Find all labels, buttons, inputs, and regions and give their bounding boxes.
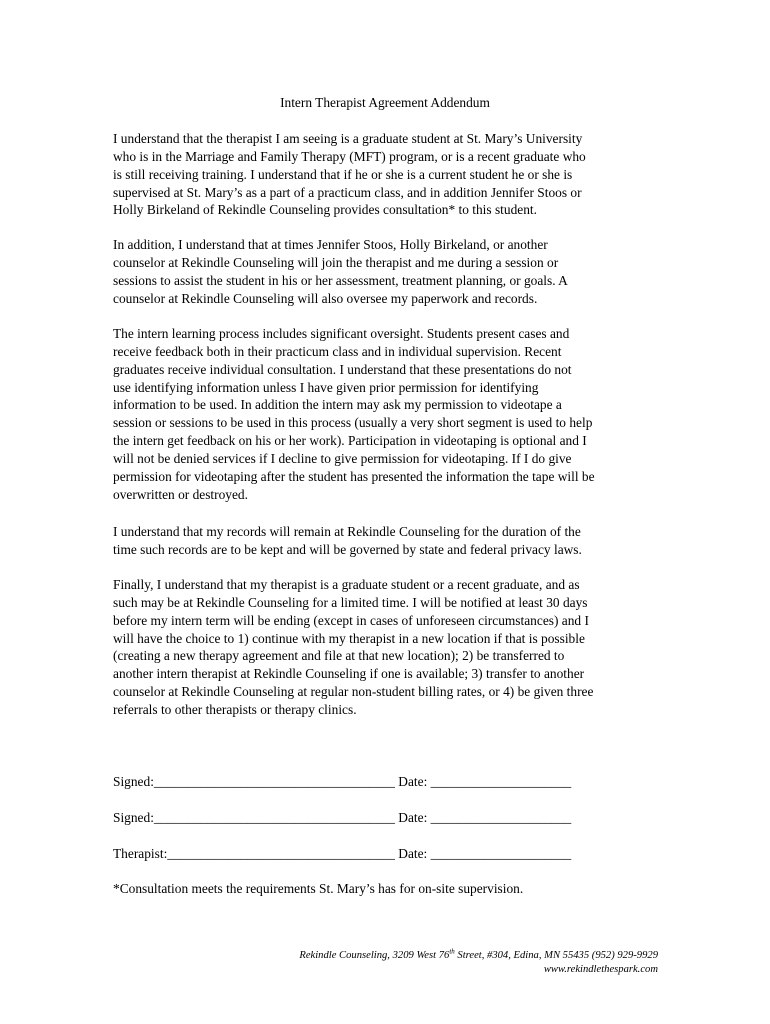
page-title: Intern Therapist Agreement Addendum [280, 95, 490, 110]
paragraph-line: use identifying information unless I have given prior permission for identifying [113, 379, 539, 395]
paragraph-supervision [113, 130, 673, 219]
paragraph-line: Holly Birkeland of Rekindle Counseling provides consultation* to this student. [113, 202, 537, 218]
paragraph-line: I understand that my records will remain at Rekindle Counseling for the duration of the [113, 524, 581, 539]
paragraph-line: supervised at St. Mary’s as a part of a practicum class, and in addition Jennifer Stoos or [113, 184, 582, 200]
paragraph-line: such may be at Rekindle Counseling for a limited time. I will be notified at least 30 days [113, 594, 588, 610]
paragraph-line: permission for videotaping after the student has presented the information the tape will be [113, 468, 595, 484]
footer-address-suffix: Street, #304, Edina, MN 55435 (952) 929-9929 [454, 950, 658, 961]
paragraph-line: before my intern term will be ending (except in cases of unforeseen circumstances) and I [113, 612, 589, 628]
therapist-signature-line[interactable]: Therapist:__________________________________ Date: _____________________ [113, 846, 572, 861]
footer-website[interactable]: www.rekindlethespark.com [543, 964, 658, 975]
paragraph-line: information to be used. In addition the intern may ask my permission to videotape a [113, 397, 562, 413]
paragraph-learning-process [113, 325, 673, 503]
footer-address-sup: th [449, 947, 455, 956]
paragraph-records [113, 523, 673, 559]
consultation-footnote: *Consultation meets the requirements St. Mary’s has for on-site supervision. [113, 881, 524, 896]
footer-address [299, 949, 658, 963]
client-signature-line-2[interactable]: Signed:____________________________________ Date: _____________________ [113, 810, 572, 825]
paragraph-line: referrals to other therapists or therapy clinics. [113, 701, 357, 717]
paragraph-sessions [113, 236, 673, 307]
paragraph-line: the intern get feedback on his or her work). Participation in videotaping is optional and I [113, 433, 587, 449]
paragraph-line: counselor at Rekindle Counseling will also oversee my paperwork and records. [113, 290, 538, 306]
paragraph-line: sessions to assist the student in his or her assessment, treatment planning, or goals. A [113, 272, 568, 288]
paragraph-line: (creating a new therapy agreement and file at that new location); 2) be transferred to [113, 648, 565, 664]
paragraph-line: who is in the Marriage and Family Therapy (MFT) program, or is a recent graduate who [113, 148, 586, 164]
paragraph-line: Finally, I understand that my therapist is a graduate student or a recent graduate, and as [113, 577, 580, 592]
paragraph-line: is still receiving training. I understand that if he or she is a current student he or she is [113, 166, 573, 182]
paragraph-line: graduates receive individual consultation. I understand that these presentations do not [113, 361, 572, 377]
paragraph-line: I understand that the therapist I am seeing is a graduate student at St. Mary’s University [113, 131, 583, 146]
page-footer [299, 949, 658, 977]
paragraph-line: will have the choice to 1) continue with my therapist in a new location if that is possible [113, 630, 585, 646]
paragraph-line: session or sessions to be used in this process (usually a very short segment is used to help [113, 415, 593, 431]
paragraph-line: counselor at Rekindle Counseling at regular non-student billing rates, or 4) be given three [113, 684, 594, 700]
paragraph-line: In addition, I understand that at times Jennifer Stoos, Holly Birkeland, or another [113, 237, 548, 252]
paragraph-line: counselor at Rekindle Counseling will join the therapist and me during a session or [113, 254, 559, 270]
footer-address-prefix: Rekindle Counseling, 3209 West 76 [299, 950, 450, 961]
paragraph-intern-term [113, 576, 673, 719]
paragraph-line: The intern learning process includes significant oversight. Students present cases and [113, 326, 570, 341]
paragraph-line: will not be denied services if I decline to give permission for videotaping. If I do give [113, 450, 572, 466]
paragraph-line: overwritten or destroyed. [113, 486, 248, 502]
paragraph-line: time such records are to be kept and will be governed by state and federal privacy laws. [113, 541, 582, 557]
client-signature-line-1[interactable]: Signed:____________________________________ Date: _____________________ [113, 774, 572, 789]
paragraph-line: another intern therapist at Rekindle Counseling if one is available; 3) transfer to another [113, 666, 585, 682]
paragraph-line: receive feedback both in their practicum class and in individual supervision. Recent [113, 343, 562, 359]
